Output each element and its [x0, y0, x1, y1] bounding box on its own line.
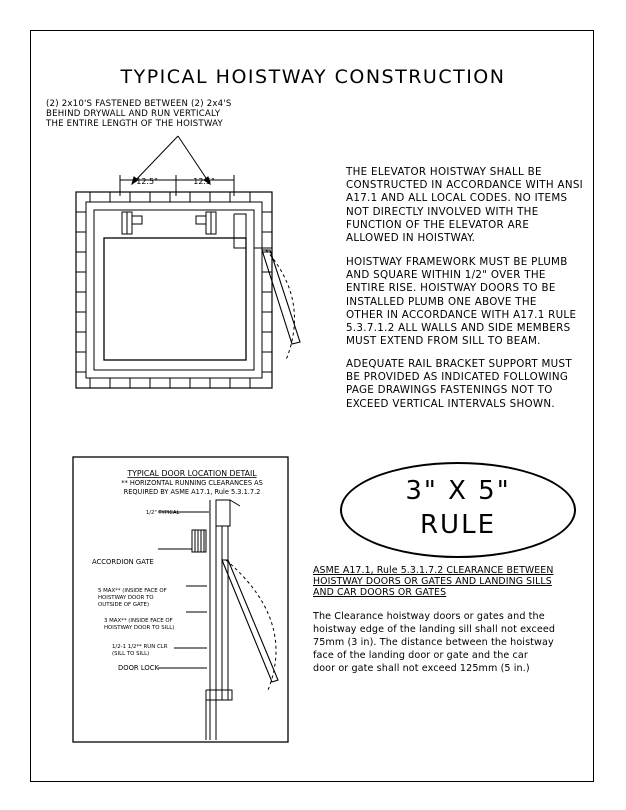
asme-heading-line: AND CAR DOORS OR GATES: [313, 587, 447, 598]
note-line: BE PROVIDED AS INDICATED FOLLOWING: [346, 371, 569, 384]
note-line: NOT DIRECTLY INVOLVED WITH THE: [346, 205, 539, 218]
rule-badge: [340, 462, 576, 558]
note-line: 5.3.7.1.2 ALL WALLS AND SIDE MEMBERS: [346, 322, 571, 335]
label-door-lock: DOOR LOCK: [118, 664, 159, 672]
note-line: THE ELEVATOR HOISTWAY SHALL BE: [346, 166, 542, 178]
label-accordion-gate: ACCORDION GATE: [92, 558, 154, 566]
plan-caption-line: THE ENTIRE LENGTH OF THE HOISTWAY: [46, 119, 223, 129]
note-line: INSTALLED PLUMB ONE ABOVE THE: [346, 295, 537, 308]
note-line: HOISTWAY FRAMEWORK MUST BE PLUMB: [346, 256, 568, 268]
door-swing-arc: [226, 560, 276, 690]
asme-body: [313, 610, 588, 675]
label-5-max: OUTSIDE OF GATE): [98, 602, 150, 608]
header-block: [216, 500, 230, 526]
note-line: ENTIRE RISE. HOISTWAY DOORS TO BE: [346, 282, 556, 295]
note-line: AND SQUARE WITHIN 1/2" OVER THE: [346, 269, 546, 282]
label-3-max: 3 MAX** (INSIDE FACE OF: [104, 618, 173, 624]
label-typical: 1/2" TYPICAL: [146, 510, 180, 516]
plan-caption-line: (2) 2x10'S FASTENED BETWEEN (2) 2x4'S: [46, 99, 232, 109]
asme-body-line: face of the landing door or gate and the car: [313, 650, 528, 662]
label-3-max: HOISTWAY DOOR TO SILL): [104, 625, 175, 631]
dimension-label-right: 12.5": [193, 177, 215, 186]
label-run-clearance: (SILL TO SILL): [112, 651, 150, 657]
dimension-label-left: 12.5": [136, 177, 158, 186]
rule-badge-size: 3" X 5": [405, 476, 511, 506]
asme-body-line: door or gate shall not exceed 125mm (5 in.): [313, 663, 530, 675]
accordion-gate-folds: [192, 530, 206, 552]
detail-subtitle: REQUIRED BY ASME A17.1, Rule 5.3.1.7.2: [123, 488, 261, 496]
note-line: A17.1 AND ALL LOCAL CODES. NO ITEMS: [346, 192, 568, 205]
asme-heading: [313, 565, 583, 598]
asme-body-line: The Clearance hoistway doors or gates and the: [313, 611, 545, 622]
note-line: FUNCTION OF THE ELEVATOR ARE: [346, 218, 530, 231]
plan-caption-line: BEHIND DRYWALL AND RUN VERTICALY: [46, 109, 221, 119]
note-line: ALLOWED IN HOISTWAY.: [346, 232, 476, 245]
asme-body-line: 75mm (3 in). The distance between the hoistway: [313, 637, 554, 649]
asme-heading-line: HOISTWAY DOORS OR GATES AND LANDING SILLS: [313, 576, 552, 587]
note-line: PAGE DRAWINGS FASTENINGS NOT TO: [346, 384, 553, 397]
note-line: EXCEED VERTICAL INTERVALS SHOWN.: [346, 397, 555, 410]
label-5-max: 5 MAX** (INSIDE FACE OF: [98, 588, 167, 594]
note-line: MUST EXTEND FROM SILL TO BEAM.: [346, 335, 541, 348]
landing-door: [222, 560, 278, 682]
detail-title: TYPICAL DOOR LOCATION DETAIL: [127, 469, 257, 478]
header-edge: [230, 500, 240, 506]
page-title: TYPICAL HOISTWAY CONSTRUCTION: [120, 66, 506, 88]
label-5-max: HOISTWAY DOOR TO: [98, 595, 154, 601]
asme-body-line: hoistway edge of the landing sill shall not exceed: [313, 624, 556, 636]
note-line: CONSTRUCTED IN ACCORDANCE WITH ANSI: [346, 179, 584, 192]
note-line: ADEQUATE RAIL BRACKET SUPPORT MUST: [346, 358, 572, 370]
asme-heading-line: ASME A17.1, Rule 5.3.1.7.2 CLEARANCE BETWEEN: [313, 565, 554, 576]
detail-subtitle: ** HORIZONTAL RUNNING CLEARANCES AS: [121, 479, 263, 487]
rule-badge-label: RULE: [419, 510, 496, 540]
label-run-clearance: 1/2-1 1/2** RUN CLR: [112, 644, 168, 650]
note-line: OTHER IN ACCORDANCE WITH A17.1 RULE: [346, 308, 577, 321]
